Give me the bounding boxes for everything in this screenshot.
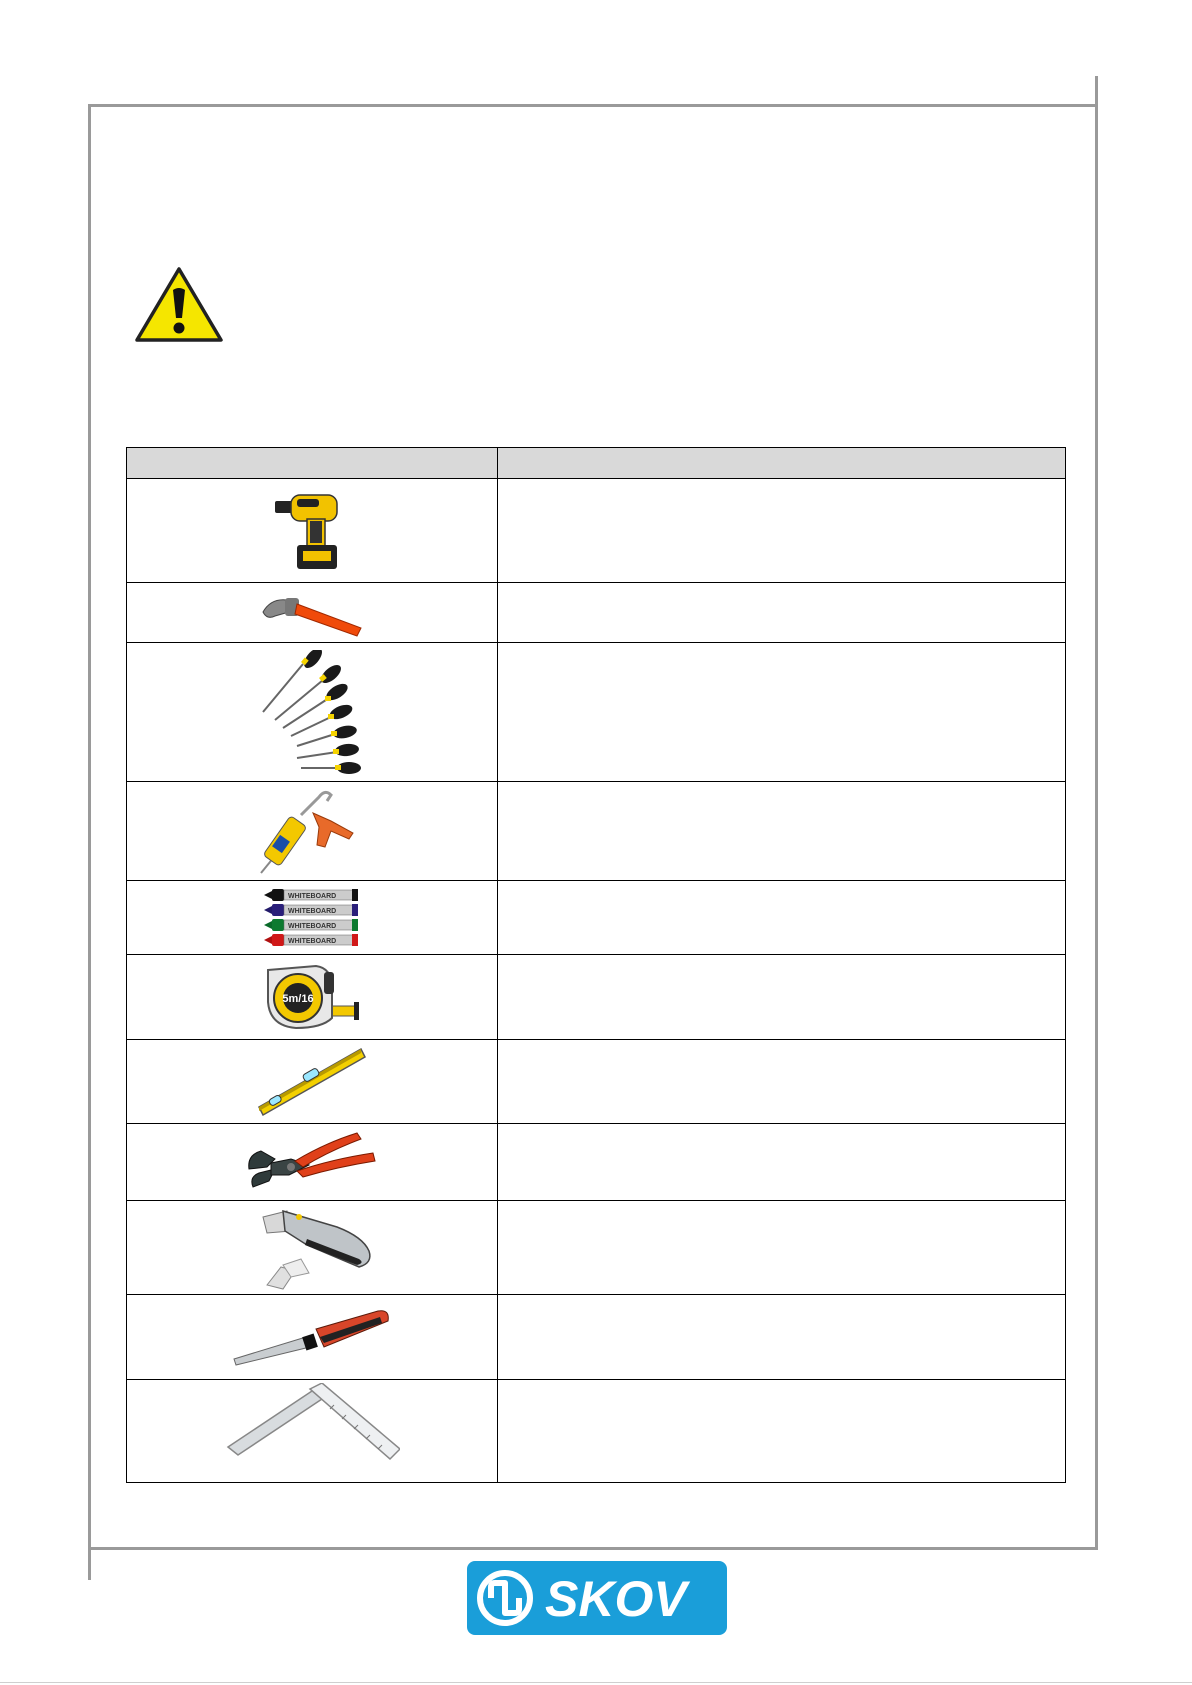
marker-label: WHITEBOARD <box>288 922 337 930</box>
page-bottom-rule <box>0 1682 1192 1683</box>
skov-logo <box>467 1561 727 1635</box>
claw-hammer-icon <box>257 586 367 640</box>
tool-description-cell <box>498 782 1066 881</box>
frame-right-rule <box>1095 76 1098 1550</box>
tool-description-cell <box>498 479 1066 583</box>
table-row <box>127 479 1066 583</box>
tool-description-cell <box>498 1380 1066 1483</box>
screwdriver-set-icon <box>257 650 367 774</box>
table-row <box>127 1295 1066 1380</box>
table-row <box>127 782 1066 881</box>
table-header-cell <box>498 448 1066 479</box>
tool-image-cell <box>127 1040 498 1124</box>
cordless-drill-icon <box>267 489 357 573</box>
tool-image-cell <box>127 955 498 1040</box>
tool-image-cell <box>127 583 498 643</box>
spirit-level-icon <box>257 1045 367 1119</box>
table-row <box>127 955 1066 1040</box>
tool-image-cell <box>127 881 498 955</box>
table-row <box>127 643 1066 782</box>
table-row <box>127 881 1066 955</box>
tool-description-cell <box>498 643 1066 782</box>
marker-label: WHITEBOARD <box>288 937 337 945</box>
utility-knife-icon <box>247 1205 377 1291</box>
tool-image-cell <box>127 1124 498 1201</box>
logo-text: SKOV <box>545 1571 687 1627</box>
tool-description-cell <box>498 583 1066 643</box>
table-row <box>127 1040 1066 1124</box>
caulking-gun-icon <box>257 787 367 875</box>
tool-image-cell <box>127 1295 498 1380</box>
warning-icon <box>134 266 224 344</box>
frame-left-rule <box>88 104 91 1580</box>
tool-image-cell <box>127 1380 498 1483</box>
table-row <box>127 1124 1066 1201</box>
tool-image-cell <box>127 1201 498 1295</box>
marker-pens-icon <box>264 887 360 949</box>
tool-description-cell <box>498 1124 1066 1201</box>
try-square-icon <box>224 1383 400 1479</box>
water-pump-pliers-icon <box>245 1129 379 1195</box>
table-row <box>127 1380 1066 1483</box>
table-row <box>127 583 1066 643</box>
table-header-cell <box>127 448 498 479</box>
tool-description-cell <box>498 1040 1066 1124</box>
tool-description-cell <box>498 1201 1066 1295</box>
tool-description-cell <box>498 1295 1066 1380</box>
marker-label: WHITEBOARD <box>288 892 337 900</box>
tool-image-cell <box>127 479 498 583</box>
marker-label: WHITEBOARD <box>288 907 337 915</box>
tool-image-cell <box>127 643 498 782</box>
frame-bottom-rule <box>88 1547 1098 1550</box>
tool-image-cell <box>127 782 498 881</box>
table-row <box>127 1201 1066 1295</box>
frame-top-rule <box>88 104 1098 107</box>
table-header-row <box>127 448 1066 479</box>
tape-measure-label: 5m/16 <box>282 993 314 1005</box>
tape-measure-icon <box>262 962 362 1032</box>
tools-table <box>126 447 1066 1483</box>
tool-description-cell <box>498 955 1066 1040</box>
wood-chisel-icon <box>232 1307 392 1367</box>
tool-description-cell <box>498 881 1066 955</box>
